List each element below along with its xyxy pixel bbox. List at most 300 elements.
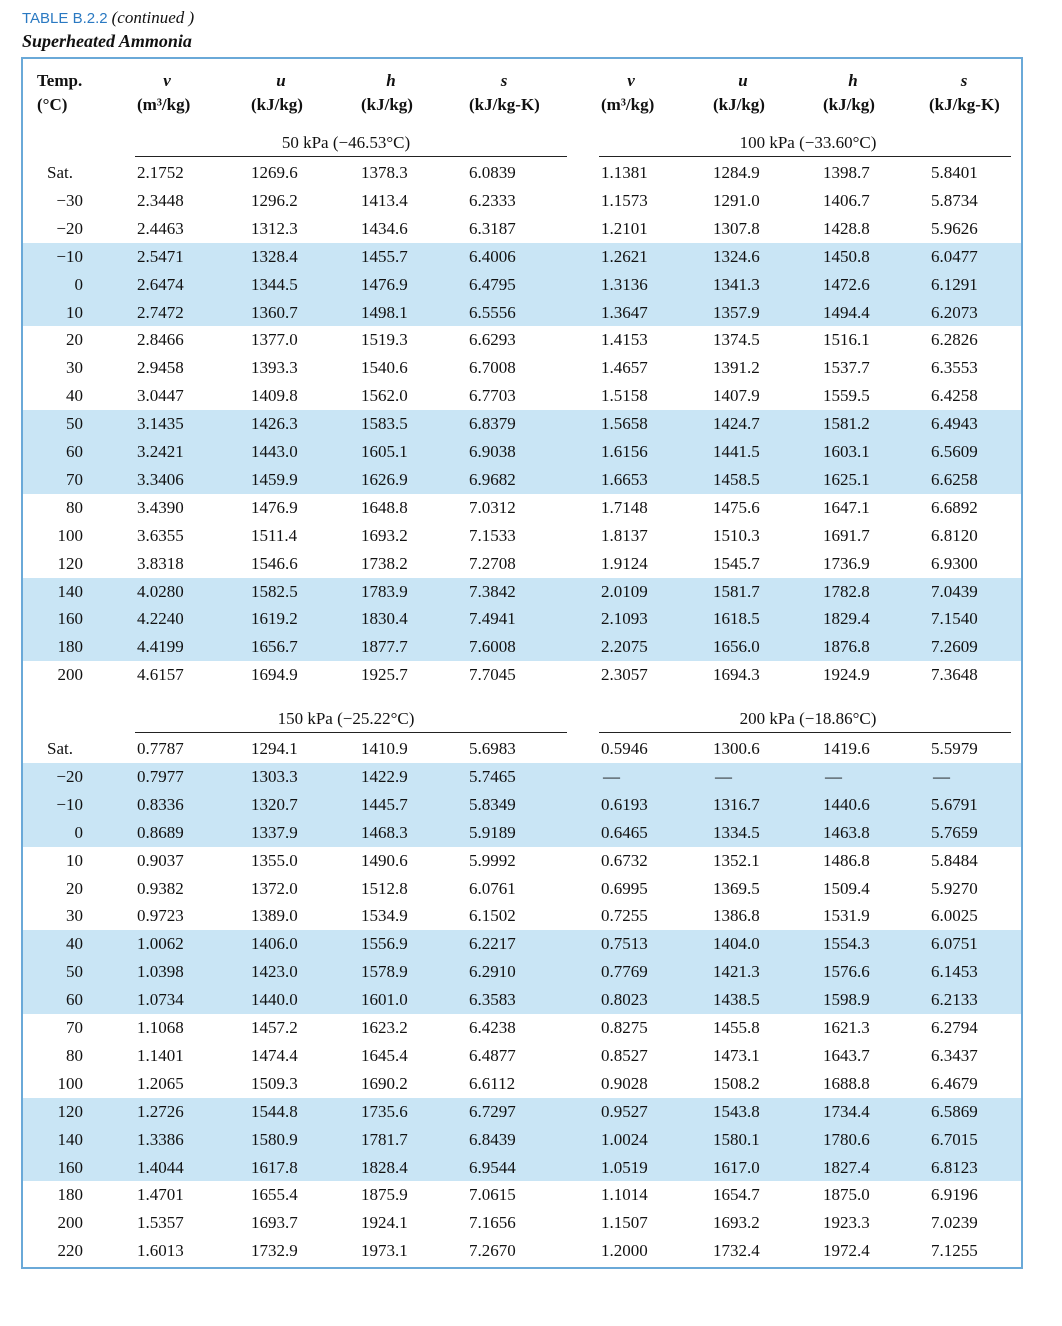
value-cell: 1294.1 [251,739,298,758]
temp-cell: −20 [56,766,83,786]
value-cell: 5.9626 [931,218,978,238]
temp-cell: 60 [66,442,83,461]
value-cell: 1498.1 [361,302,408,322]
value-cell: 1296.2 [251,190,298,210]
table-row [23,633,1021,661]
value-cell: 1422.9 [361,766,408,786]
table-row [23,215,1021,243]
value-cell: 2.7472 [137,302,184,322]
temp-cell: 10 [66,850,83,870]
value-cell: 7.7045 [469,665,516,685]
value-cell: 6.6892 [931,497,978,517]
value-cell: 1.1401 [137,1045,184,1065]
value-cell: 7.0239 [931,1213,978,1233]
table-row [23,605,1021,633]
value-cell: 1474.4 [251,1045,298,1065]
value-cell: 4.0280 [137,581,184,601]
column-header-v2 [601,69,691,117]
value-cell: 1734.4 [823,1101,870,1121]
value-cell: 3.2421 [137,442,184,461]
value-cell: 1508.2 [713,1073,760,1093]
value-cell: 1438.5 [713,990,760,1010]
temp-cell: −10 [56,246,83,266]
value-cell: 0.9037 [137,850,184,870]
value-cell: 6.3553 [931,358,978,378]
temp-cell: 160 [57,1157,83,1177]
value-cell: 5.8484 [931,850,978,870]
value-cell: 1877.7 [361,637,408,657]
value-cell: 6.9300 [931,553,978,573]
value-cell: 2.5471 [137,246,184,266]
value-cell: 7.1255 [931,1241,978,1261]
value-cell: 1.3136 [601,274,648,294]
value-cell: 0.9382 [137,878,184,898]
value-cell: 0.8689 [137,822,184,842]
value-cell: 1.1014 [601,1185,648,1205]
value-cell: 1468.3 [361,822,408,842]
temp-cell: 220 [57,1241,83,1261]
value-cell: 6.6258 [931,469,978,489]
section-rule-left [135,732,567,733]
column-unit: (°C) [37,95,68,114]
value-cell: — [603,766,620,786]
value-cell: 1625.1 [823,469,870,489]
value-cell: 1307.8 [713,218,760,238]
value-cell: 1.3647 [601,302,648,322]
value-cell: 3.3406 [137,469,184,489]
value-cell: 1693.2 [361,525,408,545]
temp-cell: 50 [66,962,83,982]
value-cell: 1445.7 [361,794,408,814]
column-unit: (m³/kg) [601,95,655,114]
value-cell: 3.1435 [137,414,184,434]
value-cell: 1428.8 [823,218,870,238]
temp-cell: 200 [57,665,83,685]
value-cell: 1647.1 [823,497,870,517]
value-cell: 1316.7 [713,794,760,814]
table-row [23,187,1021,215]
value-cell: 6.4795 [469,274,516,294]
value-cell: 1688.8 [823,1073,870,1093]
value-cell: 7.1540 [931,609,978,629]
table-row [23,1098,1021,1126]
value-cell: 1413.4 [361,190,408,210]
value-cell: 1827.4 [823,1157,870,1177]
value-cell: 1925.7 [361,665,408,685]
value-cell: 1.1381 [601,163,648,182]
value-cell: 1582.5 [251,581,298,601]
value-cell: 1421.3 [713,962,760,982]
value-cell: 1423.0 [251,962,298,982]
value-cell: 1.4153 [601,330,648,350]
column-header-h2 [823,69,913,117]
value-cell: 1509.4 [823,878,870,898]
column-symbol: h [848,71,858,90]
value-cell: 6.9682 [469,469,516,489]
value-cell: 1534.9 [361,906,408,926]
value-cell: 1.2101 [601,218,648,238]
table-row [23,326,1021,354]
value-cell: 1386.8 [713,906,760,926]
value-cell: 1409.8 [251,386,298,406]
value-cell: 3.8318 [137,553,184,573]
value-cell: 1656.7 [251,637,298,657]
table-row [23,763,1021,791]
value-cell: 7.0439 [931,581,978,601]
value-cell: 6.6293 [469,330,516,350]
table-row [23,819,1021,847]
value-cell: 2.4463 [137,218,184,238]
value-cell: 1830.4 [361,609,408,629]
value-cell: 6.5556 [469,302,516,322]
value-cell: 1334.5 [713,822,760,842]
value-cell: 1732.4 [713,1241,760,1261]
table-row [23,243,1021,271]
column-symbol: u [738,71,748,90]
value-cell: 1619.2 [251,609,298,629]
table-row [23,1154,1021,1182]
value-cell: 1324.6 [713,246,760,266]
value-cell: 1.8137 [601,525,648,545]
value-cell: 1691.7 [823,525,870,545]
value-cell: 4.6157 [137,665,184,685]
value-cell: 6.4238 [469,1018,516,1037]
value-cell: — [825,766,842,786]
value-cell: 4.2240 [137,609,184,629]
value-cell: 3.4390 [137,497,184,517]
value-cell: 6.5869 [931,1101,978,1121]
value-cell: 1450.8 [823,246,870,266]
value-cell: 5.8401 [931,163,978,182]
column-symbol: Temp. [37,71,83,90]
temp-cell: 60 [66,990,83,1010]
column-symbol: s [960,71,968,90]
value-cell: 7.2670 [469,1241,516,1261]
temp-cell: 200 [57,1213,83,1233]
value-cell: 0.8527 [601,1045,648,1065]
value-cell: 6.8120 [931,525,978,545]
value-cell: 1476.9 [361,274,408,294]
value-cell: 1581.2 [823,414,870,434]
value-cell: 6.4877 [469,1045,516,1065]
value-cell: 1.2621 [601,246,648,266]
value-cell: 6.2794 [931,1018,978,1037]
value-cell: 1512.8 [361,878,408,898]
table-row [23,1070,1021,1098]
value-cell: 1.3386 [137,1129,184,1149]
value-cell: 0.9527 [601,1101,648,1121]
column-symbol: v [627,71,635,90]
value-cell: 1973.1 [361,1241,408,1261]
value-cell: 3.6355 [137,525,184,545]
value-cell: 1.0519 [601,1157,648,1177]
value-cell: 5.6791 [931,794,978,814]
table-row [23,438,1021,466]
value-cell: 1601.0 [361,990,408,1010]
value-cell: 1459.9 [251,469,298,489]
value-cell: 1783.9 [361,581,408,601]
value-cell: 1554.3 [823,934,870,954]
value-cell: 0.6995 [601,878,648,898]
temp-cell: 40 [66,386,83,406]
value-cell: 7.0312 [469,497,516,517]
value-cell: 6.6112 [469,1073,516,1093]
value-cell: 0.8275 [601,1018,648,1037]
table-row [23,1126,1021,1154]
value-cell: — [933,766,950,786]
value-cell: 6.3187 [469,218,516,238]
column-symbol: h [386,71,396,90]
value-cell: 1580.9 [251,1129,298,1149]
value-cell: 1924.9 [823,665,870,685]
value-cell: 1645.4 [361,1045,408,1065]
value-cell: 5.8734 [931,190,978,210]
value-cell: 1.6653 [601,469,648,489]
value-cell: 5.8349 [469,794,516,814]
value-cell: 4.4199 [137,637,184,657]
value-cell: 0.8023 [601,990,648,1010]
table-row [23,494,1021,522]
value-cell: 1463.8 [823,822,870,842]
pressure-title-right: 100 kPa (−33.60°C) [739,133,877,152]
temp-cell: 100 [57,1073,83,1093]
value-cell: 1876.8 [823,637,870,657]
value-cell: 1369.5 [713,878,760,898]
temp-cell: −10 [56,794,83,814]
value-cell: 1781.7 [361,1129,408,1149]
value-cell: 1.0062 [137,934,184,954]
table-frame [21,57,1023,1269]
value-cell: 1.0734 [137,990,184,1010]
value-cell: 1.1573 [601,190,648,210]
value-cell: 7.6008 [469,637,516,657]
temp-cell: 70 [66,469,83,489]
value-cell: 6.2826 [931,330,978,350]
temp-cell: Sat. [47,739,73,758]
value-cell: 1828.4 [361,1157,408,1177]
value-cell: 1341.3 [713,274,760,294]
value-cell: 1291.0 [713,190,760,210]
value-cell: 1556.9 [361,934,408,954]
value-cell: 1389.0 [251,906,298,926]
value-cell: 1.4701 [137,1185,184,1205]
value-cell: 6.1291 [931,274,978,294]
value-cell: 1404.0 [713,934,760,954]
section-rule-right [599,156,1011,157]
value-cell: 6.9544 [469,1157,516,1177]
pressure-title-left: 50 kPa (−46.53°C) [281,133,411,152]
column-header-u2 [713,69,803,117]
temp-cell: −20 [56,218,83,238]
value-cell: 2.6474 [137,274,184,294]
value-cell: 1736.9 [823,553,870,573]
table-number: TABLE B.2.2 [22,10,108,27]
value-cell: 2.9458 [137,358,184,378]
temp-cell: 0 [74,822,83,842]
value-cell: 7.4941 [469,609,516,629]
table-row [23,410,1021,438]
value-cell: 6.0477 [931,246,978,266]
column-unit: (m³/kg) [137,95,191,114]
temp-cell: 100 [57,525,83,545]
table-row [23,986,1021,1014]
temp-cell: 20 [66,330,83,350]
value-cell: 0.7769 [601,962,648,982]
table-row [23,299,1021,327]
value-cell: 1875.9 [361,1185,408,1205]
value-cell: 1643.7 [823,1045,870,1065]
column-header-temp [37,69,107,117]
column-symbol: v [163,71,171,90]
value-cell: 1441.5 [713,442,760,461]
table-row [23,522,1021,550]
value-cell: 1735.6 [361,1101,408,1121]
table-row [23,791,1021,819]
value-cell: 2.8466 [137,330,184,350]
value-cell: 1546.6 [251,553,298,573]
value-cell: 1.7148 [601,497,648,517]
value-cell: 1377.0 [251,330,298,350]
value-cell: 0.6732 [601,850,648,870]
value-cell: 1656.0 [713,637,760,657]
table-row [23,958,1021,986]
table-row [23,550,1021,578]
temp-cell: 180 [57,637,83,657]
column-header-u1 [251,69,341,117]
value-cell: 1780.6 [823,1129,870,1149]
value-cell: 5.9270 [931,878,978,898]
value-cell: 1.2000 [601,1241,648,1261]
value-cell: 1337.9 [251,822,298,842]
value-cell: 1605.1 [361,442,408,461]
value-cell: 1580.1 [713,1129,760,1149]
temp-cell: 70 [66,1018,83,1037]
value-cell: 1694.3 [713,665,760,685]
value-cell: 1694.9 [251,665,298,685]
value-cell: 2.1752 [137,163,184,182]
value-cell: 1490.6 [361,850,408,870]
value-cell: 6.9038 [469,442,516,461]
value-cell: 6.4006 [469,246,516,266]
value-cell: 1426.3 [251,414,298,434]
value-cell: 1738.2 [361,553,408,573]
table-row [23,1237,1021,1265]
table-row [23,382,1021,410]
value-cell: 1.6013 [137,1241,184,1261]
value-cell: 6.3437 [931,1045,978,1065]
value-cell: 6.2333 [469,190,516,210]
value-cell: 7.2609 [931,637,978,657]
value-cell: 0.8336 [137,794,184,814]
value-cell: 1355.0 [251,850,298,870]
value-cell: 1443.0 [251,442,298,461]
column-header-s2 [929,69,1029,117]
value-cell: 1.5658 [601,414,648,434]
value-cell: 1475.6 [713,497,760,517]
value-cell: 7.1533 [469,525,516,545]
value-cell: 1.2065 [137,1073,184,1093]
value-cell: 1.2726 [137,1101,184,1121]
value-cell: 2.0109 [601,581,648,601]
value-cell: 1410.9 [361,739,408,758]
value-cell: 5.7659 [931,822,978,842]
value-cell: 6.9196 [931,1185,978,1205]
value-cell: 0.7787 [137,739,184,758]
value-cell: 1617.8 [251,1157,298,1177]
value-cell: 1690.2 [361,1073,408,1093]
value-cell: 1598.9 [823,990,870,1010]
value-cell: 1562.0 [361,386,408,406]
value-cell: 1537.7 [823,358,870,378]
temp-cell: 30 [66,358,83,378]
value-cell: 1391.2 [713,358,760,378]
value-cell: 1511.4 [251,525,298,545]
temp-cell: 30 [66,906,83,926]
value-cell: 1357.9 [713,302,760,322]
value-cell: 1617.0 [713,1157,760,1177]
value-cell: 1.4044 [137,1157,184,1177]
value-cell: 1455.7 [361,246,408,266]
column-header-h1 [361,69,451,117]
value-cell: 5.9992 [469,850,516,870]
value-cell: 1693.7 [251,1213,298,1233]
value-cell: 1476.9 [251,497,298,517]
value-cell: 5.7465 [469,766,516,786]
pressure-title-left: 150 kPa (−25.22°C) [277,709,415,728]
value-cell: 0.7255 [601,906,648,926]
value-cell: 6.7015 [931,1129,978,1149]
temp-cell: 20 [66,878,83,898]
value-cell: 1519.3 [361,330,408,350]
value-cell: 1782.8 [823,581,870,601]
value-cell: 0.5946 [601,739,648,758]
table-row [23,1181,1021,1209]
value-cell: 6.0751 [931,934,978,954]
value-cell: 1829.4 [823,609,870,629]
value-cell: 5.5979 [931,739,978,758]
value-cell: 1440.6 [823,794,870,814]
value-cell: 1398.7 [823,163,870,182]
temp-cell: 80 [66,497,83,517]
value-cell: 5.9189 [469,822,516,842]
value-cell: 1374.5 [713,330,760,350]
column-unit: (kJ/kg) [361,95,413,114]
value-cell: 7.0615 [469,1185,516,1205]
table-row [23,735,1021,763]
temp-cell: 40 [66,934,83,954]
temp-cell: 80 [66,1045,83,1065]
table-row [23,847,1021,875]
column-header-s1 [469,69,569,117]
value-cell: 6.2133 [931,990,978,1010]
value-cell: 1472.6 [823,274,870,294]
value-cell: 1434.6 [361,218,408,238]
temp-cell: Sat. [47,163,73,182]
temp-cell: 120 [57,1101,83,1121]
value-cell: 2.1093 [601,609,648,629]
value-cell: 1.0024 [601,1129,648,1149]
value-cell: 6.2910 [469,962,516,982]
value-cell: 1576.6 [823,962,870,982]
value-cell: 1578.9 [361,962,408,982]
value-cell: 1655.4 [251,1185,298,1205]
value-cell: 1559.5 [823,386,870,406]
temp-cell: 0 [74,274,83,294]
value-cell: 1545.7 [713,553,760,573]
value-cell: 1603.1 [823,442,870,461]
value-cell: 1458.5 [713,469,760,489]
value-cell: 2.2075 [601,637,648,657]
